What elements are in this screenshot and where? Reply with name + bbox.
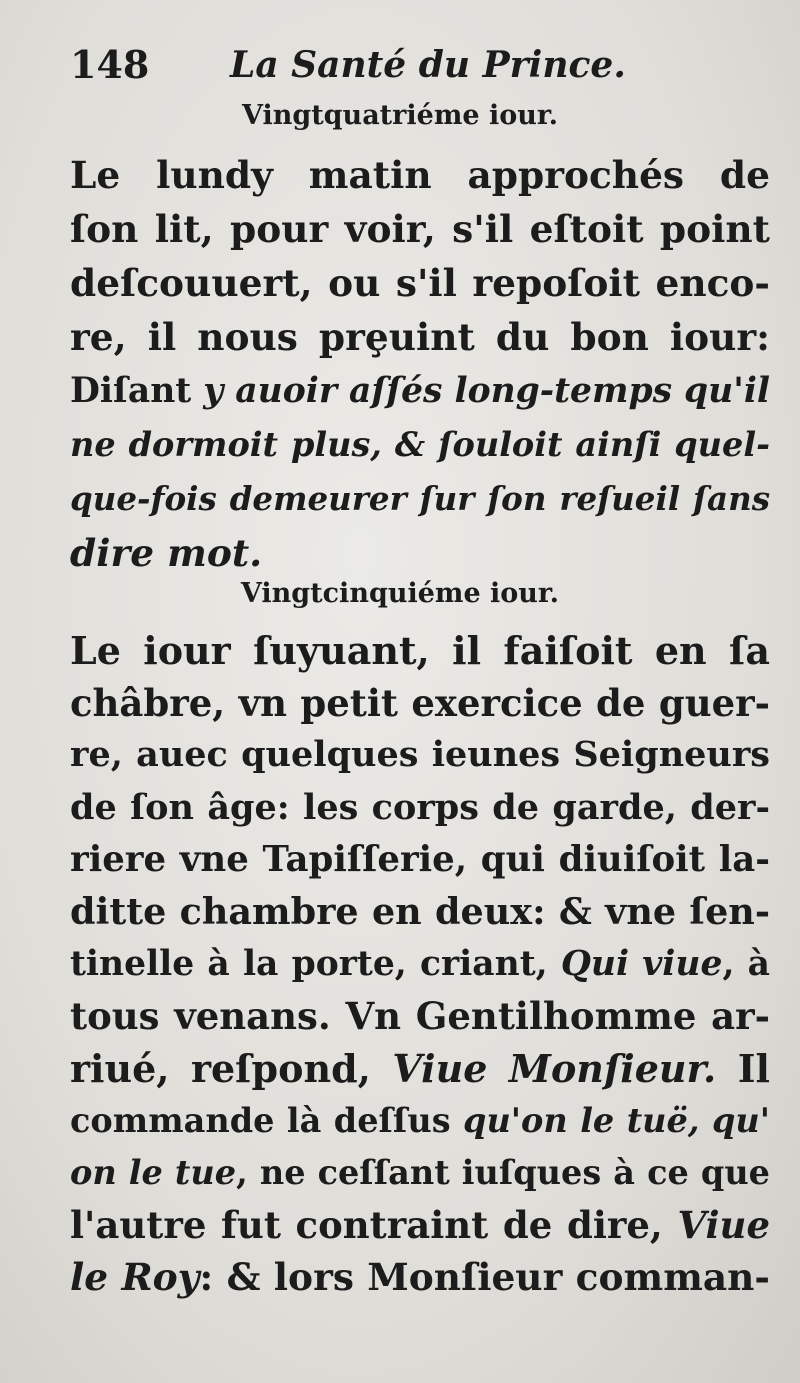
roman-run: ditte chambre en deux: & vne ſen- <box>70 889 770 933</box>
text-line <box>70 256 770 310</box>
text-line <box>70 310 770 364</box>
text-line <box>70 886 770 938</box>
text-line <box>70 782 770 834</box>
text-line <box>70 526 770 580</box>
italic-run: on le tue <box>70 1152 237 1192</box>
italic-run: ne dormoit plus, & ſouloit ainſi quel- <box>70 425 770 464</box>
italic-run: qu'on le tuë, qu' <box>463 1100 770 1140</box>
page-header <box>62 42 762 92</box>
section-heading-24: Vingtquatriéme iour. <box>241 100 559 131</box>
text-line <box>70 1147 770 1199</box>
text-line <box>70 148 770 202</box>
text-line <box>70 472 770 526</box>
roman-run: tous venans. Vn Gentilhomme ar- <box>70 994 770 1039</box>
paragraph-day-24 <box>70 148 770 580</box>
roman-run: l'autre fut contraint de dire, <box>70 1203 678 1248</box>
text-line <box>70 938 770 990</box>
text-line <box>70 834 770 886</box>
page-number: 148 <box>70 42 150 87</box>
roman-run: , à <box>722 944 770 985</box>
italic-run: le Roy <box>70 1255 200 1300</box>
roman-run: , ne ceſſant iuſques à ce que <box>236 1152 770 1192</box>
roman-run: Diſant <box>70 371 204 411</box>
text-line <box>70 1251 770 1303</box>
roman-run: : & lors Monſieur comman- <box>199 1255 770 1300</box>
text-line <box>70 625 770 677</box>
roman-run: riué, reſpond, <box>70 1045 393 1091</box>
roman-run: riere vne Tapiſſerie, qui diuiſoit la- <box>70 838 770 880</box>
roman-run: re, il nous prȩuint du bon iour: <box>70 315 770 359</box>
roman-run: Le lundy matin approchés de <box>70 153 770 197</box>
roman-run: Il <box>716 1045 770 1091</box>
roman-run: de ſon âge: les corps de garde, der- <box>70 786 770 828</box>
running-title: La Santé du Prince. <box>230 44 626 86</box>
text-line <box>70 677 770 729</box>
text-line <box>70 1199 770 1251</box>
italic-run: Viue <box>677 1203 770 1248</box>
roman-run: deſcouuert, ou s'il repoſoit enco- <box>70 261 770 305</box>
italic-run: Viue Monſieur. <box>392 1045 717 1091</box>
italic-run: y auoir aſſés long-temps qu'il <box>203 371 771 411</box>
roman-run: Le iour ſuyuant, il faiſoit en ſa <box>70 628 770 673</box>
text-line <box>70 1095 770 1147</box>
roman-run: tinelle à la porte, criant, <box>70 944 561 985</box>
text-line <box>70 364 770 418</box>
text-line <box>70 202 770 256</box>
roman-run: châbre, vn petit exercice de guer- <box>70 681 770 726</box>
text-line <box>70 729 770 781</box>
section-heading-25: Vingtcinquiéme iour. <box>240 578 560 609</box>
text-line <box>70 990 770 1042</box>
italic-run: que-fois demeurer ſur ſon reſueil ſans <box>70 479 770 518</box>
text-line <box>70 418 770 472</box>
roman-run: commande là deſſus <box>70 1100 464 1140</box>
text-line <box>70 1043 770 1095</box>
italic-run: Qui viue <box>560 944 723 985</box>
roman-run: ſon lit, pour voir, s'il eſtoit point <box>70 207 770 251</box>
paragraph-day-25 <box>70 625 770 1303</box>
italic-run: dire mot. <box>70 531 263 575</box>
roman-run: re, auec quelques ieunes Seigneurs <box>70 734 770 776</box>
